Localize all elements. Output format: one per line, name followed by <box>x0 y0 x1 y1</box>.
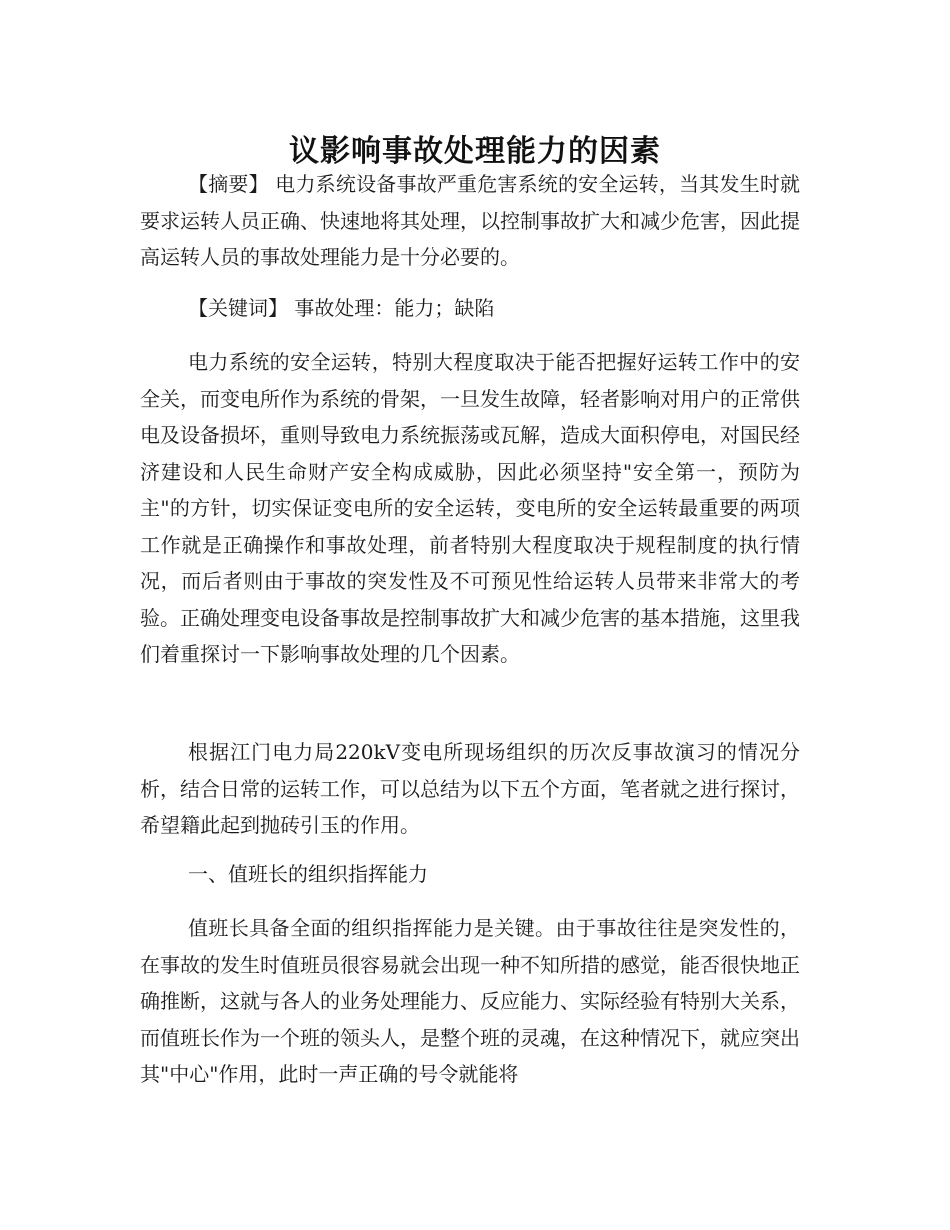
keywords-text: 事故处理：能力；缺陷 <box>288 296 495 320</box>
body-paragraph: 电力系统的安全运转，特别大程度取决于能否把握好运转工作中的安全关，而变电所作为系统的骨架，一旦发生故障，轻者影响对用户的正常供电及设备损坏，重则导致电力系统振荡或瓦解，造成大面积停电，对国民经济建设和人民生命财产安全构成威胁，因此必须坚持"安全第一，预防为主"的方针，切实保证变电所的安全运转，变电所的安全运转最重要的两项工作就是正确操作和事故处理，前者特别大程度取决于规程制度的执行情况，而后者则由于事故的突发性及不可预见性给运转人员带来非常大的考验。正确处理变电设备事故是控制事故扩大和减少危害的基本措施，这里我们着重探讨一下影响事故处理的几个因素。 <box>140 350 800 666</box>
abstract-text: 电力系统设备事故严重危害系统的安全运转，当其发生时就要求运转人员正确、快速地将其处理，以控制事故扩大和减少危害，因此提高运转人员的事故处理能力是十分必要的。 <box>140 172 801 269</box>
abstract-paragraph <box>140 166 800 276</box>
body-paragraph: 根据江门电力局220kV变电所现场组织的历次反事故演习的情况分析，结合日常的运转工作，可以总结为以下五个方面，笔者就之进行探讨，希望籍此起到抛砖引玉的作用。 <box>140 740 800 837</box>
section-paragraph: 值班长具备全面的组织指挥能力是关键。由于事故往往是突发性的，在事故的发生时值班员很容易就会出现一种不知所措的感觉，能否很快地正确推断，这就与各人的业务处理能力、反应能力、实际经验有特别大关系，而值班长作为一个班的领头人，是整个班的灵魂，在这种情况下，就应突出其"中心"作用，此时一声正确的号令就能将 <box>140 916 800 1086</box>
abstract-label: 【摘要】 <box>188 172 269 196</box>
section-heading: 一、值班长的组织指挥能力 <box>188 862 428 886</box>
document-title: 议影响事故处理能力的因素 <box>289 134 661 170</box>
keywords-paragraph <box>140 290 800 327</box>
keywords-label: 【关键词】 <box>188 296 288 320</box>
